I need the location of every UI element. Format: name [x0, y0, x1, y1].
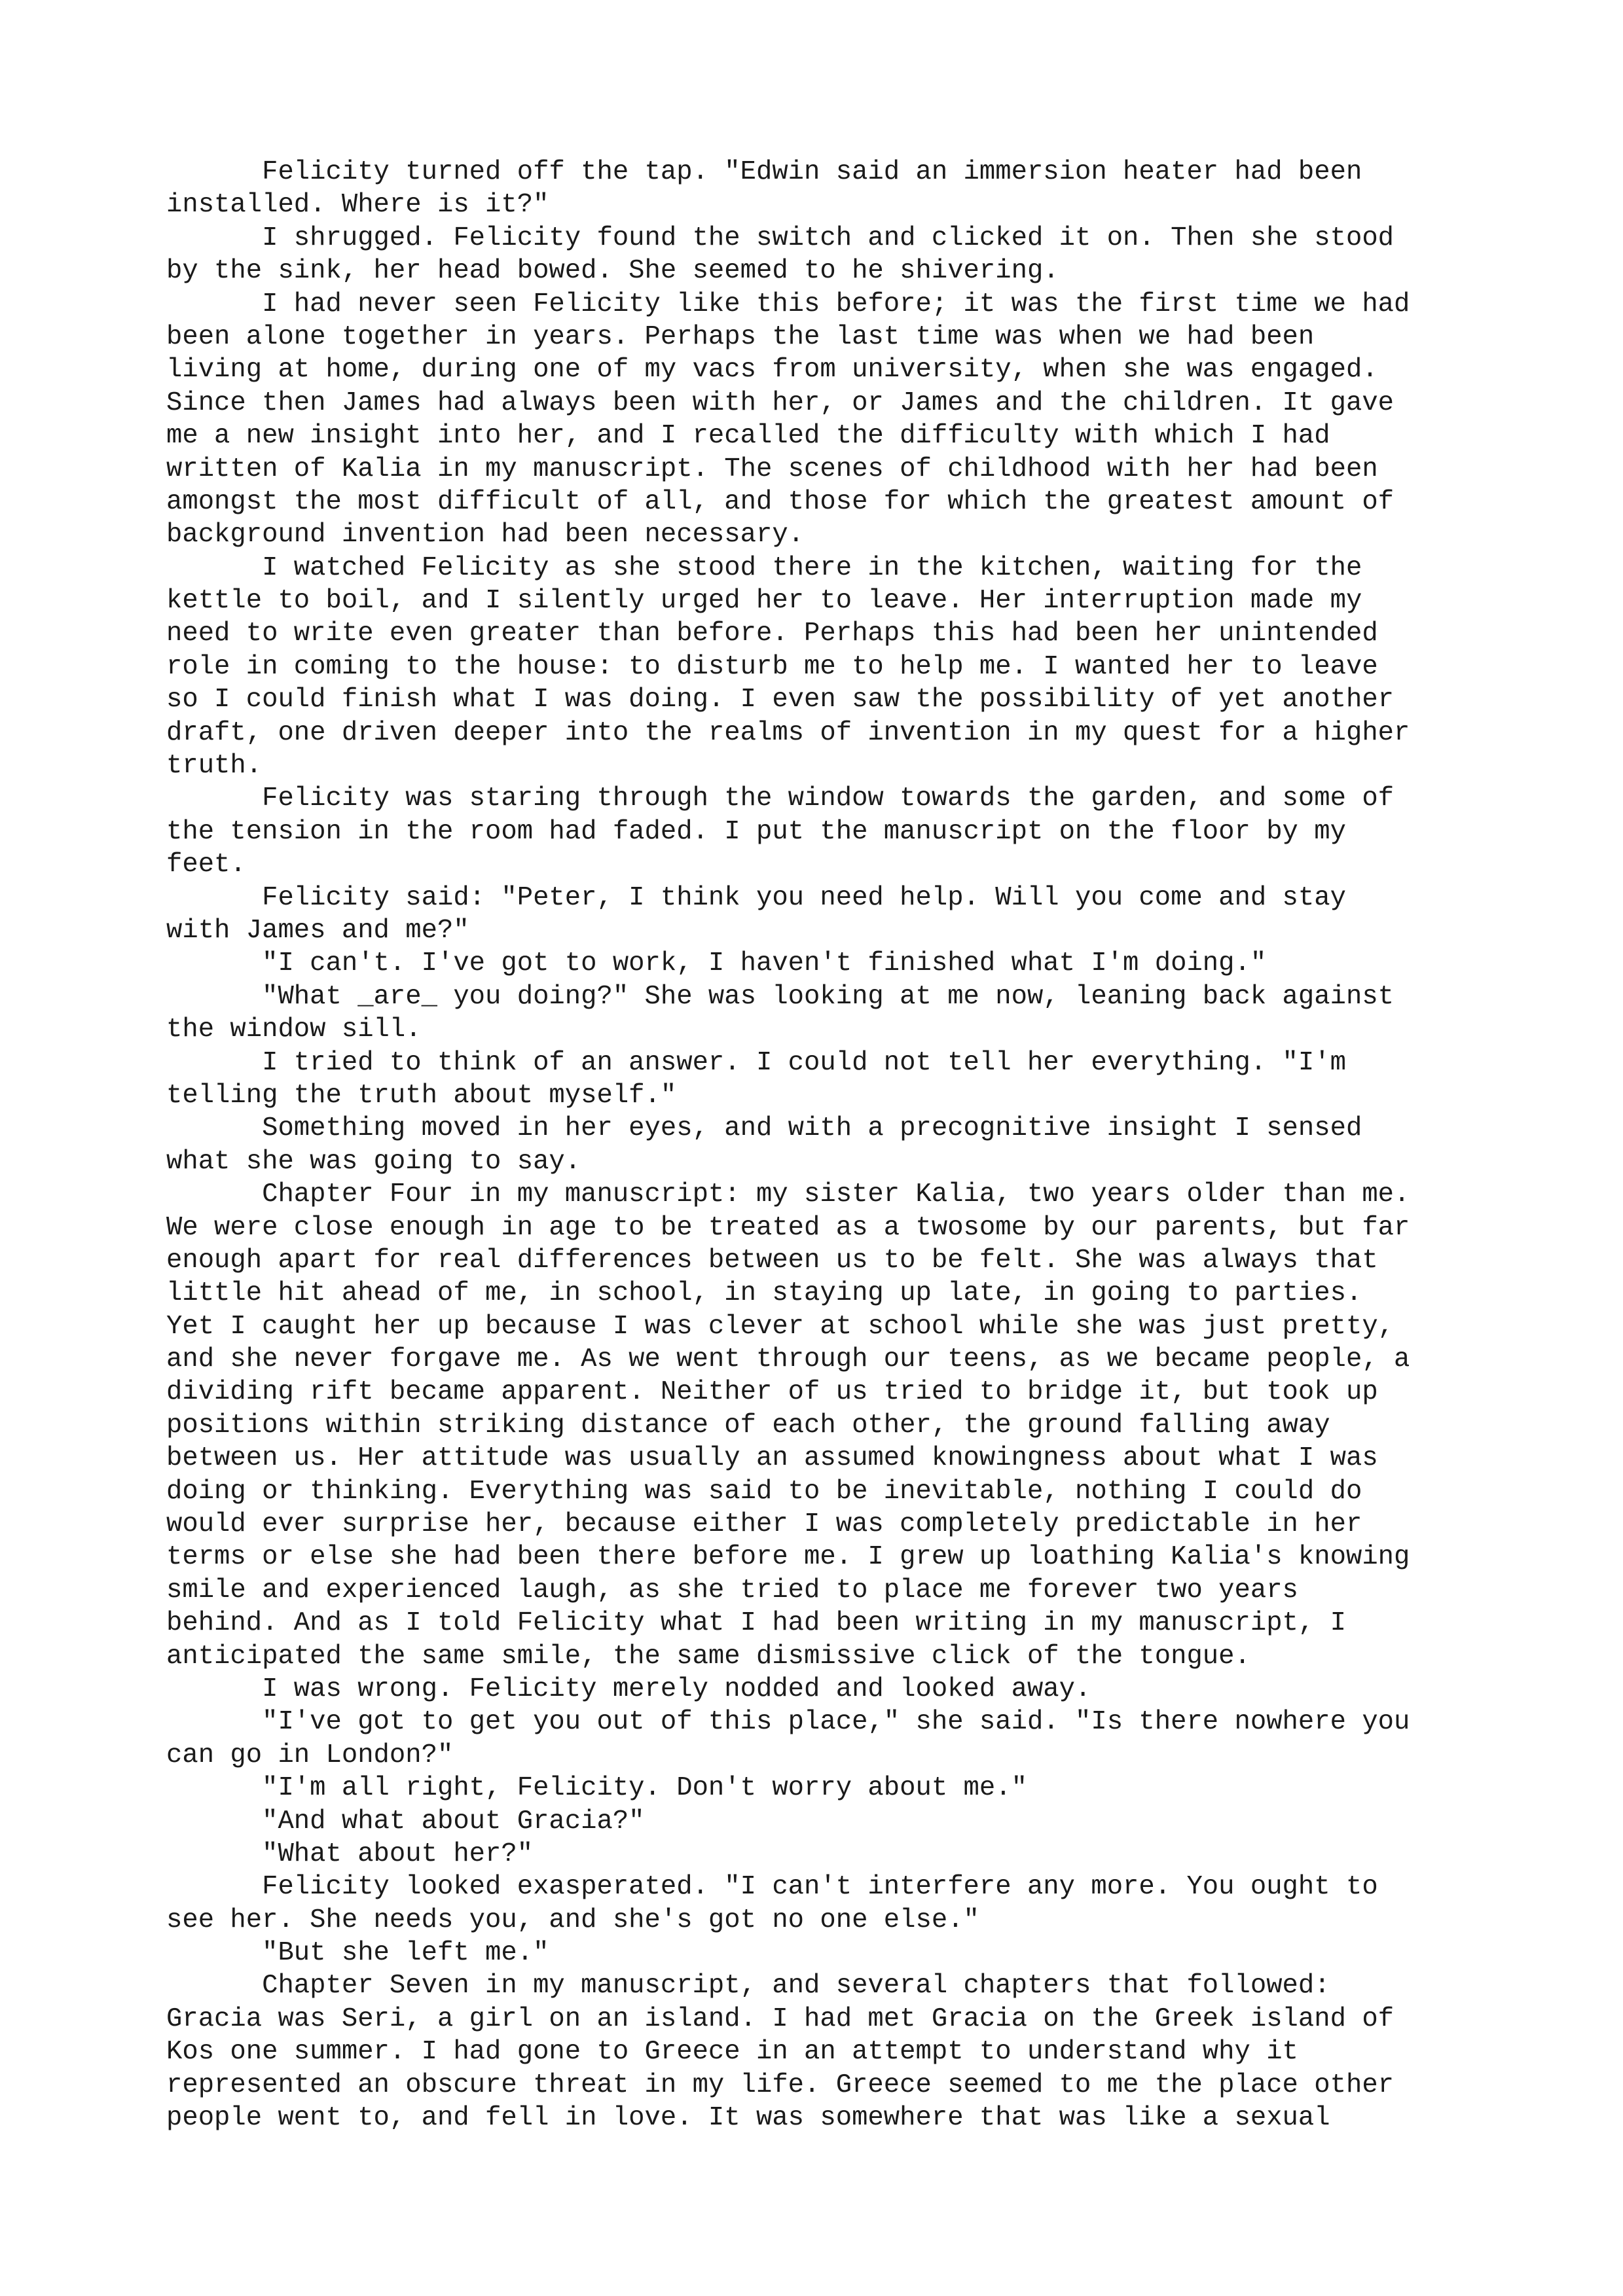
text-line: truth.: [166, 751, 263, 781]
text-line: I watched Felicity as she stood there in the kitchen, waiting for the: [166, 552, 1362, 583]
text-line: I shrugged. Felicity found the switch and clicked it on. Then she stood: [166, 223, 1395, 253]
text-line: "What about her?": [166, 1839, 534, 1869]
text-line: would ever surprise her, because either I was completely predictable in her: [166, 1509, 1362, 1540]
text-line: what she was going to say.: [166, 1146, 581, 1177]
text-line: can go in London?": [166, 1740, 454, 1770]
text-line: Since then James had always been with her, or James and the children. It gave: [166, 387, 1395, 418]
text-line: installed. Where is it?": [166, 190, 549, 221]
text-line: by the sink, her head bowed. She seemed to he shivering.: [166, 256, 1059, 287]
text-line: role in coming to the house: to disturb me to help me. I wanted her to leave: [166, 651, 1378, 682]
text-line: positions within striking distance of each other, the ground falling away: [166, 1410, 1330, 1441]
text-line: represented an obscure threat in my life. Greece seemed to me the place other: [166, 2070, 1395, 2100]
text-line: "I can't. I've got to work, I haven't finished what I'm doing.": [166, 948, 1267, 979]
text-line: "And what about Gracia?": [166, 1806, 645, 1837]
text-line: Kos one summer. I had gone to Greece in an attempt to understand why it: [166, 2037, 1298, 2068]
text-line: the window sill.: [166, 1014, 422, 1045]
text-line: behind. And as I told Felicity what I had been writing in my manuscript, I: [166, 1608, 1346, 1639]
text-line: so I could finish what I was doing. I even saw the possibility of yet another: [166, 685, 1395, 715]
text-line: background invention had been necessary.: [166, 520, 805, 550]
text-line: enough apart for real differences between us to be felt. She was always that: [166, 1245, 1378, 1276]
text-line: with James and me?": [166, 915, 469, 946]
text-line: We were close enough in age to be treated as a twosome by our parents, but far: [166, 1212, 1410, 1243]
text-line: me a new insight into her, and I recalled the difficulty with which I had: [166, 421, 1330, 452]
text-line: I had never seen Felicity like this before; it was the first time we had: [166, 289, 1410, 319]
text-line: Gracia was Seri, a girl on an island. I had met Gracia on the Greek island of: [166, 2003, 1395, 2034]
text-line: dividing rift became apparent. Neither of us tried to bridge it, but took up: [166, 1377, 1378, 1408]
text-line: I tried to think of an answer. I could not tell her everything. "I'm: [166, 1047, 1346, 1078]
text-line: "I'm all right, Felicity. Don't worry about me.": [166, 1773, 1027, 1804]
text-line: Chapter Four in my manuscript: my sister Kalia, two years older than me.: [166, 1179, 1410, 1210]
text-line: see her. She needs you, and she's got no one else.": [166, 1905, 979, 1935]
text-line: need to write even greater than before. Perhaps this had been her unintended: [166, 619, 1378, 649]
text-line: people went to, and fell in love. It was somewhere that was like a sexual: [166, 2103, 1330, 2134]
text-line: "I've got to get you out of this place," she said. "Is there nowhere you: [166, 1707, 1410, 1738]
text-line: the tension in the room had faded. I put the manuscript on the floor by my: [166, 816, 1346, 847]
text-line: I was wrong. Felicity merely nodded and looked away.: [166, 1674, 1091, 1704]
text-line: amongst the most difficult of all, and those for which the greatest amount of: [166, 486, 1395, 517]
text-line: Yet I caught her up because I was clever at school while she was just pretty,: [166, 1311, 1395, 1342]
text-line: "But she left me.": [166, 1938, 549, 1969]
text-line: kettle to boil, and I silently urged her to leave. Her interruption made my: [166, 586, 1362, 617]
text-line: little hit ahead of me, in school, in staying up late, in going to parties.: [166, 1278, 1362, 1309]
text-line: Felicity was staring through the window towards the garden, and some of: [166, 783, 1395, 814]
text-line: and she never forgave me. As we went through our teens, as we became people, a: [166, 1344, 1410, 1375]
text-line: living at home, during one of my vacs from university, when she was engaged.: [166, 355, 1378, 386]
text-line: Felicity said: "Peter, I think you need help. Will you come and stay: [166, 882, 1346, 913]
text-line: anticipated the same smile, the same dismissive click of the tongue.: [166, 1641, 1250, 1672]
text-line: "What _are_ you doing?" She was looking at me now, leaning back against: [166, 981, 1395, 1012]
text-line: Chapter Seven in my manuscript, and several chapters that followed:: [166, 1971, 1330, 2001]
text-line: smile and experienced laugh, as she tried to place me forever two years: [166, 1575, 1298, 1605]
manuscript-page: [166, 156, 1476, 2134]
text-line: Something moved in her eyes, and with a precognitive insight I sensed: [166, 1113, 1362, 1144]
text-line: terms or else she had been there before me. I grew up loathing Kalia's knowing: [166, 1542, 1410, 1573]
text-line: between us. Her attitude was usually an assumed knowingness about what I was: [166, 1443, 1378, 1474]
text-line: doing or thinking. Everything was said to be inevitable, nothing I could do: [166, 1476, 1362, 1507]
text-line: feet.: [166, 850, 246, 880]
text-line: Felicity looked exasperated. "I can't interfere any more. You ought to: [166, 1872, 1378, 1903]
text-line: been alone together in years. Perhaps the last time was when we had been: [166, 321, 1315, 352]
text-line: Felicity turned off the tap. "Edwin said an immersion heater had been: [166, 157, 1362, 187]
text-line: written of Kalia in my manuscript. The scenes of childhood with her had been: [166, 454, 1378, 484]
text-line: draft, one driven deeper into the realms of invention in my quest for a higher: [166, 717, 1410, 748]
text-line: telling the truth about myself.": [166, 1080, 677, 1111]
